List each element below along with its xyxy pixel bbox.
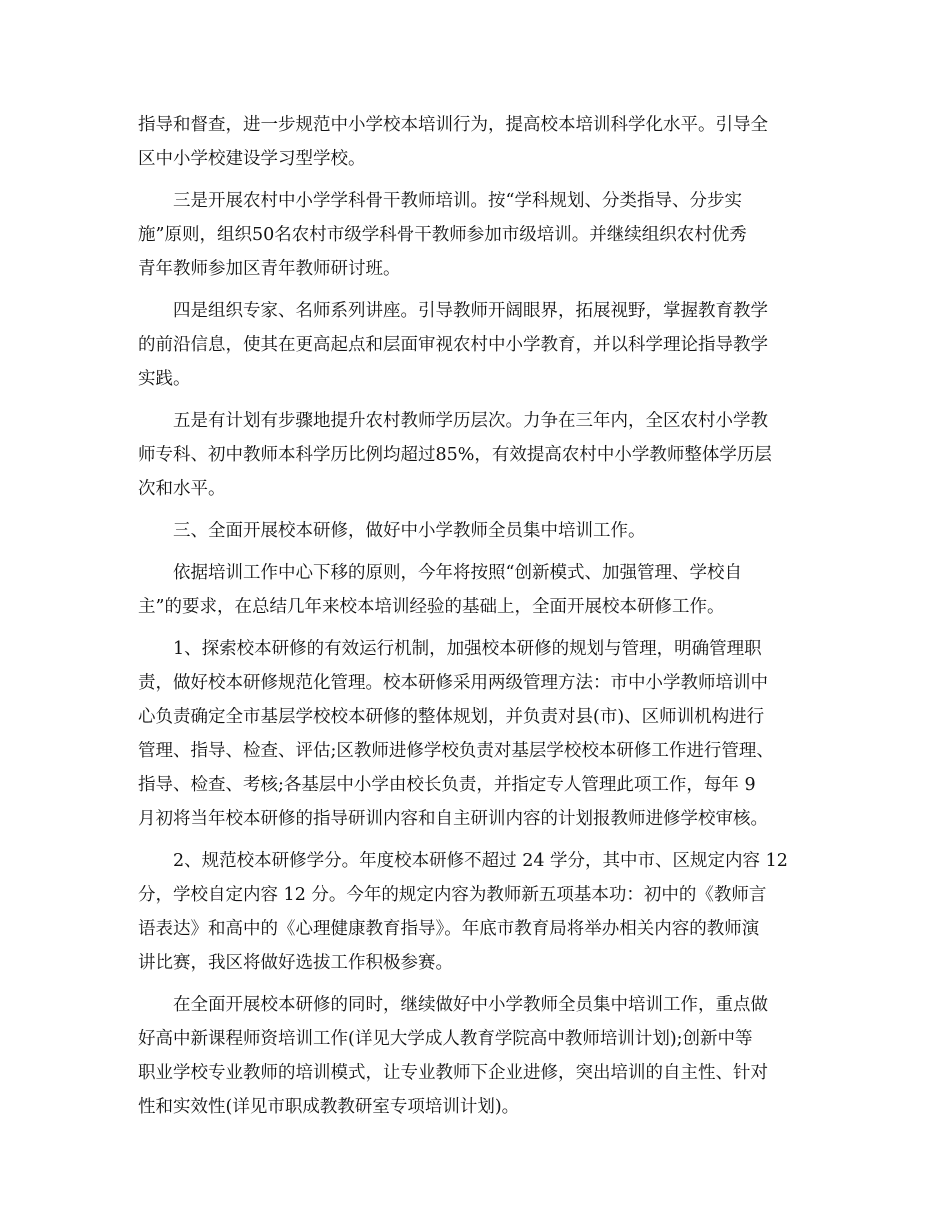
section-heading: 三、全面开展校本研修，做好中小学教师全员集中培训工作。 <box>173 521 646 541</box>
text-line: 次和水平。 <box>138 479 226 499</box>
text-line: 管理、指导、检查、评估;区教师进修学校负责对基层学校校本研修工作进行管理、 <box>138 741 774 761</box>
text-line: 主”的要求，在总结几年来校本培训经验的基础上，全面开展校本研修工作。 <box>138 597 725 617</box>
text-line: 语表达》和高中的《心理健康教育指导》。年底市教育局将举办相关内容的教师演 <box>138 919 760 939</box>
text-line: 师专科、初中教师本科学历比例均超过85%，有效提高农村中小学教师整体学历层 <box>138 445 772 465</box>
paragraph-first-line: 在全面开展校本研修的同时，继续做好中小学教师全员集中培训工作，重点做 <box>173 995 768 1015</box>
text-line: 性和实效性(详见市职成教教研室专项培训计划)。 <box>138 1097 520 1117</box>
paragraph-first-line: 1、探索校本研修的有效运行机制，加强校本研修的规划与管理，明确管理职 <box>173 639 762 659</box>
text-line: 责，做好校本研修规范化管理。校本研修采用两级管理方法：市中小学教师培训中 <box>138 673 768 693</box>
text-line: 施”原则，组织50名农村市级学科骨干教师参加市级培训。并继续组织农村优秀 <box>138 225 747 245</box>
text-line: 讲比赛，我区将做好选拔工作积极参赛。 <box>138 953 453 973</box>
text-line: 实践。 <box>138 369 191 389</box>
paragraph-first-line: 2、规范校本研修学分。年度校本研修不超过 24 学分，其中市、区规定内容 12 <box>173 851 788 871</box>
text-line: 区中小学校建设学习型学校。 <box>138 149 366 169</box>
paragraph-first-line: 五是有计划有步骤地提升农村教师学历层次。力争在三年内，全区农村小学教 <box>173 411 768 431</box>
text-line: 青年教师参加区青年教师研讨班。 <box>138 259 401 279</box>
paragraph-first-line: 四是组织专家、名师系列讲座。引导教师开阔眼界，拓展视野，掌握教育教学 <box>173 301 768 321</box>
text-line: 的前沿信息，使其在更高起点和层面审视农村中小学教育，并以科学理论指导教学 <box>138 335 768 355</box>
text-line: 指导和督查，进一步规范中小学校本培训行为，提高校本培训科学化水平。引导全 <box>138 115 768 135</box>
paragraph-first-line: 三是开展农村中小学学科骨干教师培训。按“学科规划、分类指导、分步实 <box>173 191 742 211</box>
text-line: 心负责确定全市基层学校校本研修的整体规划，并负责对县(市)、区师训机构进行 <box>138 707 765 727</box>
paragraph-first-line: 依据培训工作中心下移的原则，今年将按照“创新模式、加强管理、学校自 <box>173 563 742 583</box>
text-line: 月初将当年校本研修的指导研训内容和自主研训内容的计划报教师进修学校审核。 <box>138 809 768 829</box>
text-line: 分，学校自定内容 12 分。今年的规定内容为教师新五项基本功：初中的《教师言 <box>138 885 767 905</box>
text-line: 好高中新课程师资培训工作(详见大学成人教育学院高中教师培训计划);创新中等 <box>138 1029 753 1049</box>
text-line: 指导、检查、考核;各基层中小学由校长负责，并指定专人管理此项工作，每年 9 <box>138 775 756 795</box>
text-line: 职业学校专业教师的培训模式，让专业教师下企业进修，突出培训的自主性、针对 <box>138 1063 768 1083</box>
